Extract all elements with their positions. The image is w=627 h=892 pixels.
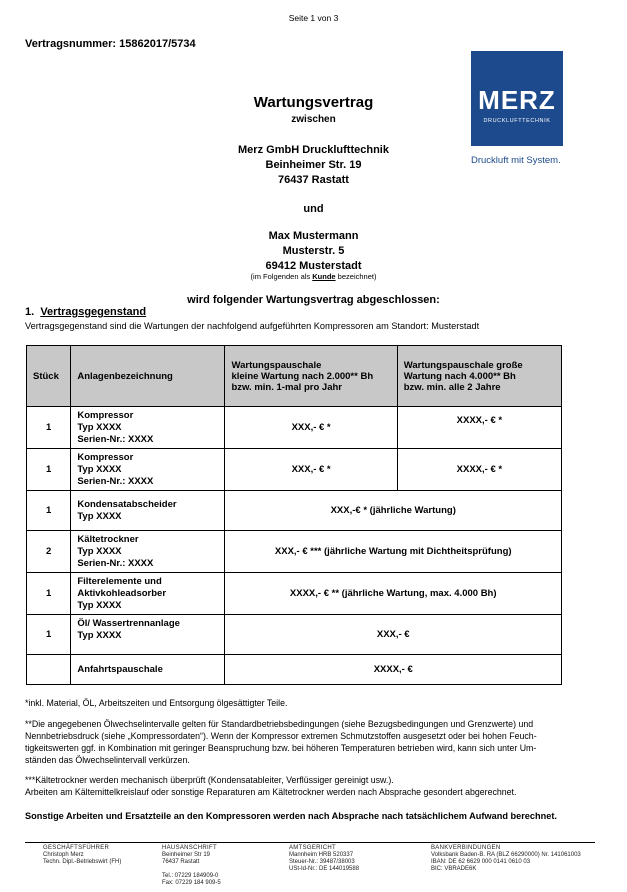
header-large (397, 346, 561, 407)
row-qty: 1 (27, 407, 71, 449)
maintenance-table (26, 345, 562, 685)
between-label: zwischen (291, 114, 336, 125)
row-merged-price: XXX,-€ * (jährliche Wartung) (225, 491, 562, 531)
row-desc (71, 655, 225, 685)
footer-line: HAUSANSCHRIFT (162, 845, 217, 851)
row-desc (71, 491, 225, 531)
document-title: Wartungsvertrag (253, 94, 374, 111)
row-merged-price: XXXX,- € ** (jährliche Wartung, max. 4.000 Bh) (225, 573, 562, 615)
footer-line: IBAN: DE 62 6629 000 0141 0610 03 (431, 859, 531, 865)
desc-line: Typ XXXX (77, 464, 122, 475)
footnote-3 (25, 774, 590, 798)
logo-slogan: Druckluft mit System. (471, 155, 561, 166)
footer-address (162, 845, 221, 887)
footer-line: BIC: VBRADE6K (431, 866, 477, 872)
agreement-line: wird folgender Wartungsvertrag abgeschlossen: (187, 294, 440, 306)
row-desc (71, 615, 225, 655)
logo-word: MERZ (478, 85, 556, 115)
footer-line: Tel.: 07229 184909-0 (162, 873, 219, 879)
desc-line: Typ XXXX (77, 630, 122, 641)
row-desc (71, 449, 225, 491)
section-title: Vertragsgegenstand (40, 306, 147, 318)
row-desc (71, 407, 225, 449)
header-large-line: Wartungspauschale große (403, 359, 523, 371)
logo-subtitle: DRUCKLUFTTECHNIK (483, 118, 551, 124)
additional-work-note: Sonstige Arbeiten und Ersatzteile an den Kompressoren werden nach Absprache nach tatsächlichem Aufwand berechnet. (25, 811, 557, 821)
page-number: Seite 1 von 3 (288, 13, 339, 23)
customer-street: Musterstr. 5 (282, 245, 345, 257)
and-label: und (303, 203, 324, 215)
row-large-price: XXXX,- € * (397, 407, 561, 449)
table-row (27, 491, 562, 531)
contract-number: Vertragsnummer: 15862017/5734 (25, 38, 196, 50)
table-row (27, 573, 562, 615)
section-heading (25, 306, 146, 318)
footer-line: Fax: 07229 184 909-5 (162, 880, 221, 886)
footer-line: BANKVERBINDUNGEN (431, 845, 501, 851)
provider-block (0, 143, 627, 188)
provider-name: Merz GmbH Drucklufttechnik (238, 144, 389, 156)
row-qty: 1 (27, 491, 71, 531)
section-number: 1. (25, 306, 35, 318)
footnote-2-line: ständen das Ölwechselintervall verkürzen. (25, 755, 190, 765)
desc-line: Kompressor (77, 452, 134, 463)
footnote-2-line: tigkeitswerten ggf. in Kombination mit geringer Beanspruchung bzw. bei höheren Temperaturen betrieben wird, kann sich unter Um- (25, 743, 537, 753)
row-qty: 1 (27, 449, 71, 491)
table-header-row (27, 346, 562, 407)
footnote-3-line: ***Kältetrockner werden mechanisch überprüft (Kondensatableiter, Verflüssiger gereinigt usw.). (25, 775, 394, 785)
row-large-price: XXXX,- € * (397, 449, 561, 491)
desc-line: Öl/ Wassertrennanlage (77, 618, 180, 629)
row-merged-price: XXX,- € *** (jährliche Wartung mit Dichtheitsprüfung) (225, 531, 562, 573)
desc-line: Typ XXXX (77, 422, 122, 433)
section-text: Vertragsgegenstand sind die Wartungen der nachfolgend aufgeführten Kompressoren am Standort: Musterstadt (25, 321, 480, 331)
footer-management (43, 845, 121, 866)
footer-line: Christoph Merz (43, 852, 84, 858)
footer-line: USt-Id-Nr.: DE 144019588 (289, 866, 360, 872)
footnote-2 (25, 718, 590, 766)
footer-line: AMTSGERICHT (289, 845, 336, 851)
row-small-price: XXX,- € * (225, 407, 397, 449)
row-desc (71, 573, 225, 615)
footer-divider (25, 842, 595, 843)
desc-line: Typ XXXX (77, 600, 122, 611)
row-qty (27, 655, 71, 685)
header-small-line: bzw. min. 1-mal pro Jahr (231, 381, 342, 393)
footer-court (289, 845, 359, 873)
footnote-1: *inkl. Material, ÖL, Arbeitszeiten und Entsorgung ölgesättigter Teile. (25, 698, 288, 708)
footer-line: Steuer-Nr.: 39487/38003 (289, 859, 355, 865)
desc-line: Kompressor (77, 410, 134, 421)
header-small (225, 346, 397, 407)
footer-line: GESCHÄFTSFÜHRER (43, 845, 110, 851)
desc-line: Anfahrtspauschale (77, 664, 163, 675)
row-desc (71, 531, 225, 573)
footer-line: 76437 Rastatt (162, 859, 200, 865)
customer-block (0, 229, 627, 274)
provider-street: Beinheimer Str. 19 (265, 159, 362, 171)
note-suffix: bezeichnet) (335, 272, 377, 281)
footnote-2-line: Nennbetriebsdruck (siehe „Kompressordaten“). Wenn der Kompressor extremen Schmutzstoffen ausgesetzt oder bei hohen Feuch- (25, 731, 537, 741)
customer-name: Max Mustermann (268, 230, 359, 242)
header-qty: Stück (27, 346, 71, 407)
table-row (27, 615, 562, 655)
desc-line: Filterelemente und (77, 576, 162, 587)
desc-line: Typ XXXX (77, 511, 122, 522)
desc-line: Aktivkohleadsorber (77, 588, 167, 599)
footer-line: Volksbank Baden-B. RA (BLZ 66290000) Nr. 141061003 (431, 852, 581, 858)
provider-city: 76437 Rastatt (278, 174, 349, 186)
row-qty: 1 (27, 573, 71, 615)
table-row (27, 531, 562, 573)
header-small-line: kleine Wartung nach 2.000** Bh (231, 370, 374, 382)
footer-line: Beinheimer Str 19 (162, 852, 211, 858)
footer-line: Techn. Dipl.-Betriebswirt (FH) (43, 859, 122, 865)
desc-line: Serien-Nr.: XXXX (77, 558, 154, 569)
table-row (27, 407, 562, 449)
customer-note (0, 272, 627, 281)
footer-bank (431, 845, 581, 873)
header-large-line: bzw. min. alle 2 Jahre (403, 381, 501, 393)
row-qty: 2 (27, 531, 71, 573)
customer-city: 69412 Musterstadt (265, 260, 362, 272)
row-merged-price: XXX,- € (225, 615, 562, 655)
desc-line: Serien-Nr.: XXXX (77, 434, 154, 445)
row-small-price: XXX,- € * (225, 449, 397, 491)
note-keyword: Kunde (312, 272, 336, 281)
header-large-line: Wartung nach 4.000** Bh (403, 370, 516, 382)
note-prefix: (im Folgenden als (250, 272, 313, 281)
row-qty: 1 (27, 615, 71, 655)
table-row (27, 449, 562, 491)
desc-line: Serien-Nr.: XXXX (77, 476, 154, 487)
desc-line: Typ XXXX (77, 546, 122, 557)
header-desc: Anlagenbezeichnung (71, 346, 225, 407)
footnote-2-line: **Die angegebenen Ölwechselintervalle gelten für Standardbetriebsbedingungen (siehe Bezugsbedingungen und Grenzwerte) und (25, 719, 534, 729)
footnote-3-line: Arbeiten am Kältemittelkreislauf oder sonstige Reparaturen am Kältetrockner werden nach Absprache gesondert abgerechnet. (25, 787, 517, 797)
footer-line: Mannheim HRB 520337 (289, 852, 354, 858)
row-merged-price: XXXX,- € (225, 655, 562, 685)
footer-spacer (162, 866, 221, 873)
desc-line: Kältetrockner (77, 534, 139, 545)
header-small-line: Wartungspauschale (231, 359, 322, 371)
desc-line: Kondensatabscheider (77, 499, 177, 510)
table-row (27, 655, 562, 685)
